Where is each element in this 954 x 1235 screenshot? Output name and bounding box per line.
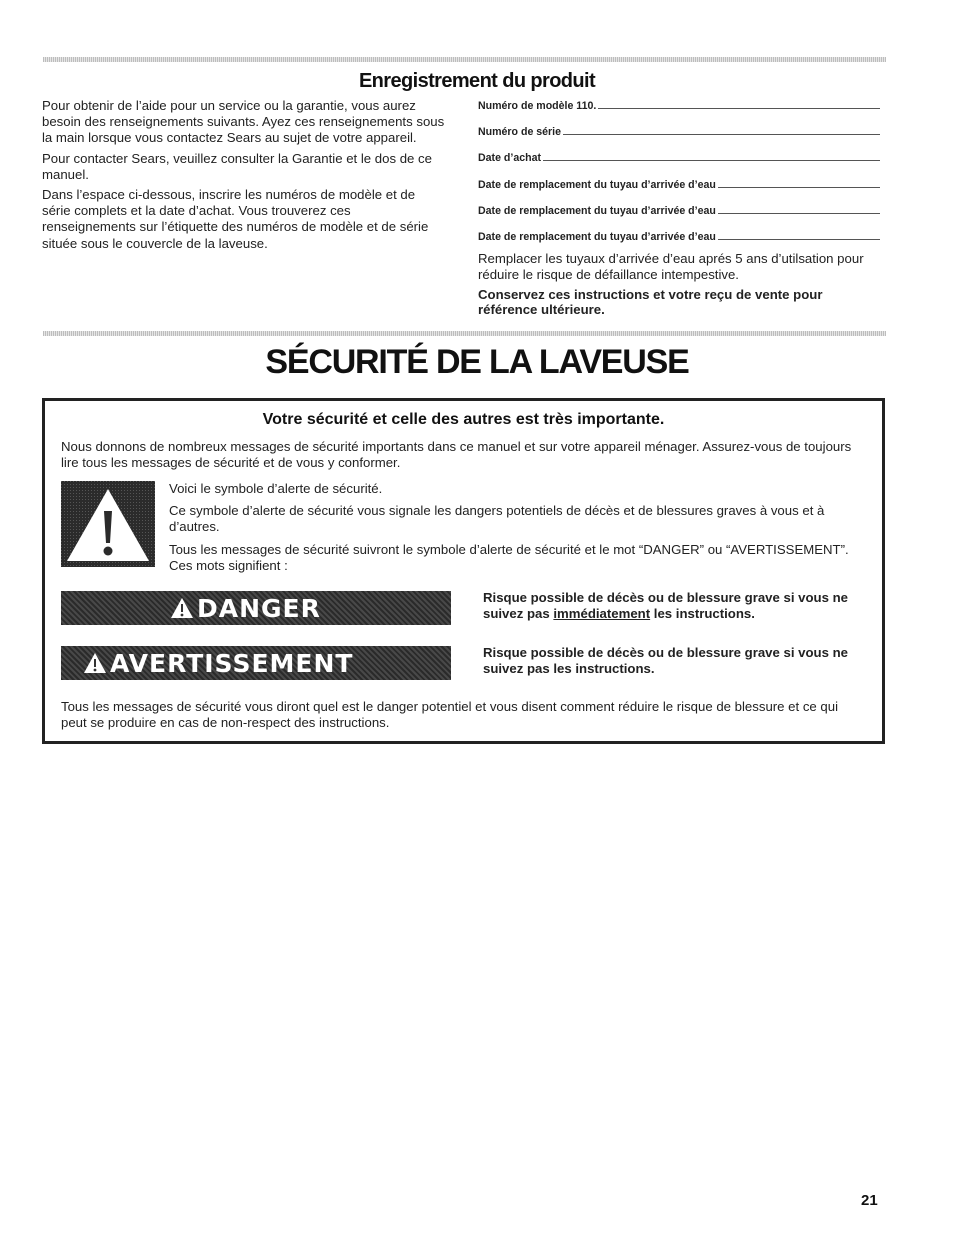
registration-instructions: [42, 98, 447, 256]
field-label: Date de remplacement du tuyau d’arrivée d’eau: [478, 178, 716, 191]
alert-text: Ce symbole d’alerte de sécurité vous signale les dangers potentiels de décès et de blessures graves à vous et à d’autres.: [169, 503, 825, 535]
fill-line: [718, 213, 880, 214]
fill-line: [563, 134, 880, 135]
page-number: 21: [861, 1192, 878, 1209]
danger-signal-bar: [61, 591, 451, 625]
field-label: Date de remplacement du tuyau d’arrivée d’eau: [478, 204, 716, 217]
keep-instructions-note: Conservez ces instructions et votre reçu de vente pour référence ultérieure.: [478, 286, 823, 318]
danger-desc-text: Risque possible de décès ou de blessure grave si vous ne suivez pas: [483, 590, 848, 622]
registration-title: Enregistrement du produit: [358, 70, 596, 92]
field-label: Numéro de série: [478, 126, 562, 139]
safety-title: SÉCURITÉ DE LA LAVEUSE: [265, 343, 689, 381]
top-divider: [43, 57, 886, 62]
registration-paragraph: Dans l’espace ci-dessous, inscrire les numéros de modèle et de série complets et la date d’achat. Vous trouverez ces renseignements sur l’étiquette des numéros de modèle et de série située sous le couvercle de la laveuse.: [42, 187, 429, 251]
registration-paragraph: Pour obtenir de l’aide pour un service ou la garantie, vous aurez besoin des renseignements suivants. Ayez ces renseignements sous la main lorsque vous contactez Sears au sujet de votre appareil.: [42, 98, 445, 146]
danger-desc-text-end: les instructions.: [650, 606, 755, 622]
field-label: Date d’achat: [478, 152, 541, 165]
alert-text: Voici le symbole d’alerte de sécurité.: [169, 481, 383, 496]
hose-replace-note: Remplacer les tuyaux d’arrivée d’eau aprés 5 ans d’utilsation pour réduire le risque de défaillance intempestive.: [478, 250, 864, 282]
hose-replacement-date-field[interactable]: [478, 164, 880, 190]
warning-triangle-icon: [170, 597, 194, 619]
fill-line: [718, 187, 880, 188]
safety-notice-box: [42, 398, 885, 744]
purchase-date-field[interactable]: [478, 138, 880, 164]
danger-desc-emphasis: immédiatement: [553, 606, 651, 622]
safety-heading: Votre sécurité et celle des autres est très importante.: [262, 411, 665, 428]
model-number-field[interactable]: [478, 99, 880, 112]
fill-line: [598, 108, 880, 109]
serial-number-field[interactable]: [478, 112, 880, 138]
registration-form: [478, 99, 880, 318]
alert-text: Tous les messages de sécurité suivront le symbole d’alerte de sécurité et le mot “DANGER” ou “AVERTISSEMENT”. Ces mots signifient :: [169, 541, 849, 573]
fill-line: [718, 239, 880, 240]
hose-replacement-date-field[interactable]: [478, 191, 880, 217]
safety-alert-triangle-icon: [61, 481, 155, 567]
safety-intro: Nous donnons de nombreux messages de sécurité importants dans ce manuel et sur votre appareil ménager. Assurez-vous de toujours lire tous les messages de sécurité et de vous y conformer.: [61, 439, 852, 471]
alert-explanation: [169, 481, 859, 580]
warning-triangle-icon: [83, 652, 107, 674]
hose-replacement-date-field[interactable]: [478, 217, 880, 243]
danger-description: [483, 590, 875, 622]
field-label: Numéro de modèle 110.: [478, 100, 597, 112]
warning-signal-bar: [61, 646, 451, 680]
field-label: Date de remplacement du tuyau d’arrivée d’eau: [478, 230, 716, 243]
warning-label: AVERTISSEMENT: [110, 648, 354, 678]
registration-paragraph: Pour contacter Sears, veuillez consulter la Garantie et le dos de ce manuel.: [42, 150, 432, 182]
fill-line: [543, 160, 880, 161]
middle-divider: [43, 331, 886, 336]
safety-footer: Tous les messages de sécurité vous diront quel est le danger potentiel et vous disent comment réduire le risque de blessure et ce qui peut se produire en cas de non-respect des instructions.: [61, 699, 839, 731]
warning-description: Risque possible de décès ou de blessure grave si vous ne suivez pas les instructions.: [483, 645, 848, 677]
danger-label: DANGER: [197, 593, 321, 623]
